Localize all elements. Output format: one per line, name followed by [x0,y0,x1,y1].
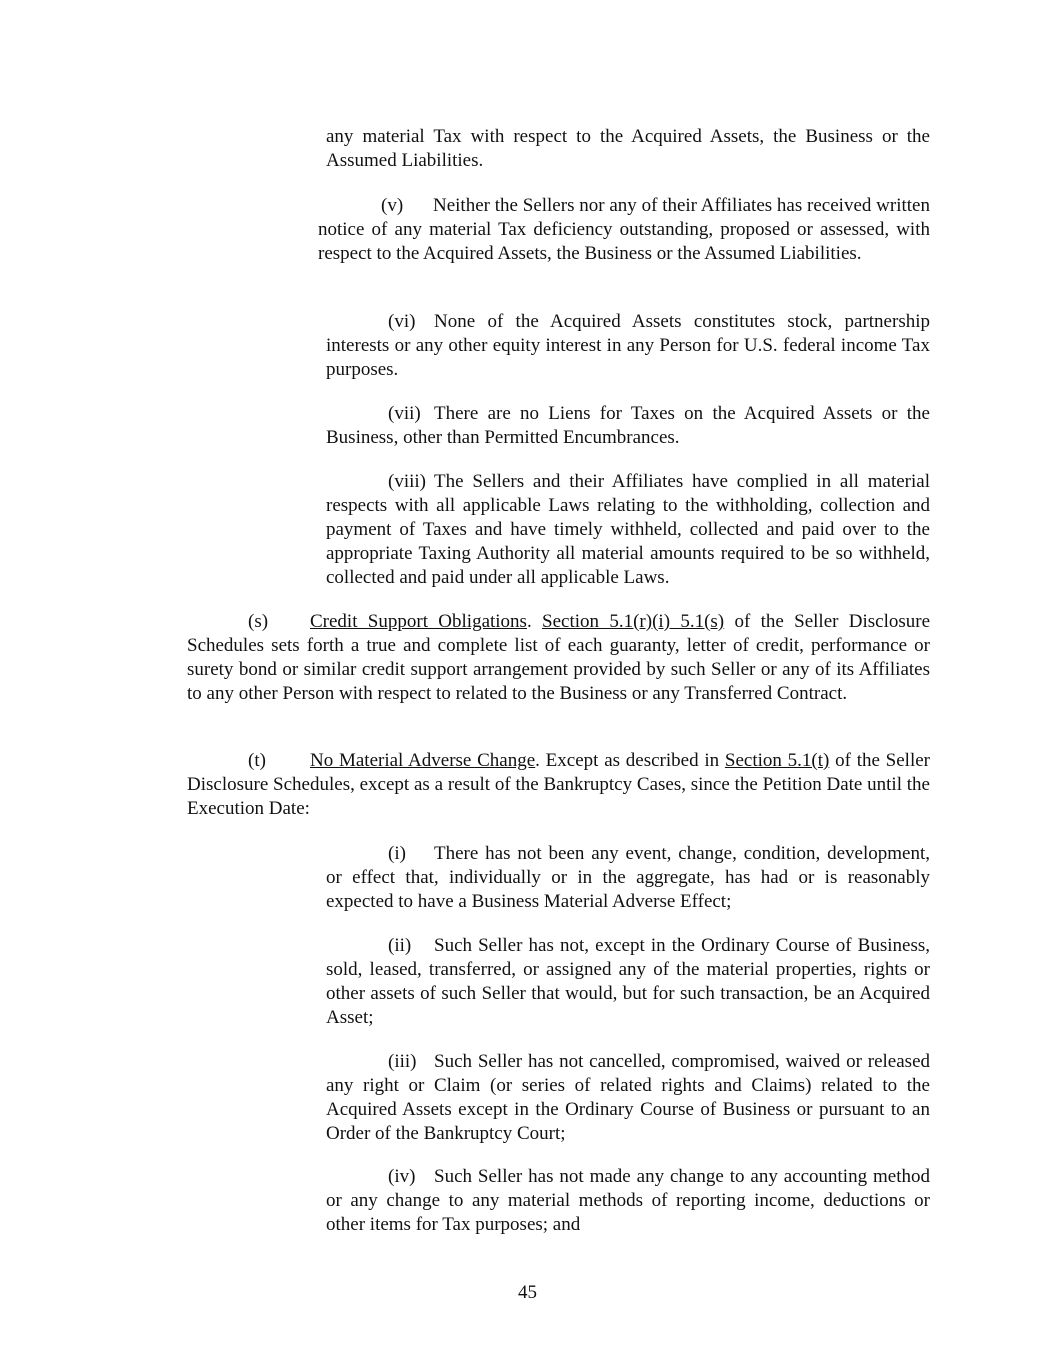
item-marker: (iv) [388,1166,416,1187]
section-text: of the Seller Disclosure Schedules sets forth a true and complete list of each guaranty, letter of credit, performance or surety bond or similar credit support arrangement provided by such Seller or any of its Affiliates to any other Person with respect to related to the Business or any Transferred Contract. [187,611,931,704]
item-marker: (vi) [388,311,416,332]
item-text: The Sellers and their Affiliates have complied in all material respects with all applicable Laws relating to the withholding, collection and payment of Taxes and have timely withheld, collected and paid over to the appropriate Taxing Authority all material amounts required to be so withheld, collected and paid under all applicable Laws. [326,471,930,588]
section-heading: No Material Adverse Change [310,750,536,771]
paragraph-r-v [318,194,930,266]
section-reference: Section 5.1(r)(i) 5.1(s) [542,611,725,632]
heading-period: . [526,611,532,632]
paragraph-r-viii [326,470,930,590]
item-text: None of the Acquired Assets constitutes stock, partnership interests or any other equity interest in any Person for U.S. federal income Tax purposes. [326,311,930,380]
item-text: There are no Liens for Taxes on the Acquired Assets or the Business, other than Permitted Encumbrances. [326,403,930,448]
page-number: 45 [518,1282,537,1303]
item-text: Such Seller has not, except in the Ordinary Course of Business, sold, leased, transferred, or assigned any of the material properties, rights or other assets of such Seller that would, but for such transaction, be an Acquired Asset; [326,935,930,1028]
paragraph-r-vi [326,310,930,382]
item-text: Such Seller has not cancelled, compromised, waived or released any right or Claim (or series of related rights and Claims) related to the Acquired Assets except in the Ordinary Course of Business or pursuant to an Order of the Bankruptcy Court; [326,1051,930,1144]
paragraph-t-ii [326,934,930,1030]
section-marker: (s) [248,611,269,632]
section-text: . Except as described in [535,750,720,771]
item-marker: (v) [381,195,404,216]
item-marker: (viii) [388,471,426,492]
section-heading: Credit Support Obligations [310,611,527,632]
item-marker: (ii) [388,935,412,956]
paragraph-r-vii [326,402,930,450]
paragraph-t-i [326,842,930,914]
section-s-paragraph [187,610,930,706]
section-text: of the Seller Disclosure Schedules, except as a result of the Bankruptcy Cases, since the Petition Date until the Execution Date: [187,750,930,819]
item-text: Such Seller has not made any change to any accounting method or any change to any material methods of reporting income, deductions or other items for Tax purposes; and [326,1166,930,1235]
item-marker: (iii) [388,1051,417,1072]
section-reference: Section 5.1(t) [724,750,830,771]
item-text: Neither the Sellers nor any of their Affiliates has received written notice of any material Tax deficiency outstanding, proposed or assessed, with respect to the Acquired Assets, the Business or the Assumed Liabilities. [318,195,930,264]
section-marker: (t) [248,750,266,771]
item-marker: (i) [388,843,406,864]
paragraph-t-iv [326,1165,930,1237]
item-marker: (vii) [388,403,421,424]
item-text: There has not been any event, change, condition, development, or effect that, individually or in the aggregate, has had or is reasonably expected to have a Business Material Adverse Effect; [326,843,930,912]
paragraph-t-iii [326,1050,930,1146]
continuation-paragraph: any material Tax with respect to the Acquired Assets, the Business or the Assumed Liabilities. [326,126,930,171]
section-t-paragraph [187,749,930,821]
